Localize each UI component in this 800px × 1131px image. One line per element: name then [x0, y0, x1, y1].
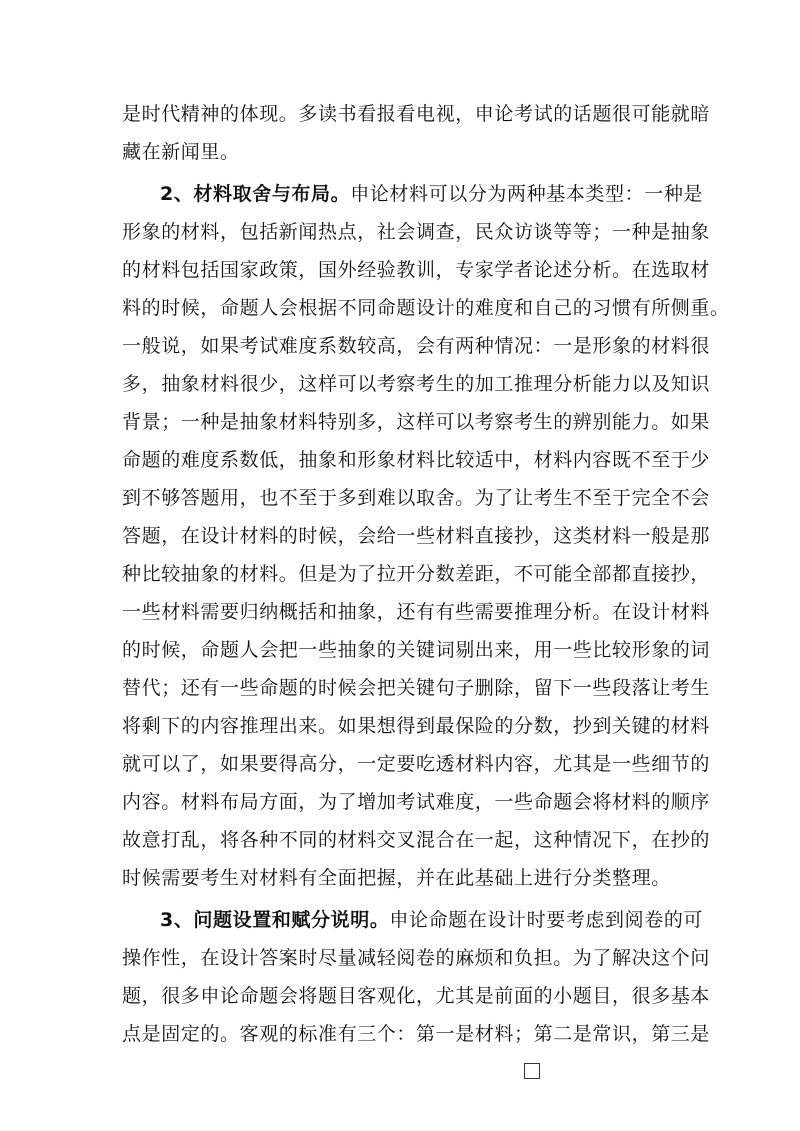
- paragraph-2-line: 多，抽象材料很少，这样可以考察考生的加工推理分析能力以及知识: [122, 373, 711, 395]
- paragraph-3-line: 点是固定的。客观的标准有三个：第一是材料；第二是常识，第三是: [122, 1023, 711, 1045]
- paragraph-2-line: 到不够答题用，也不至于多到难以取舍。为了让考生不至于完全不会: [122, 487, 711, 509]
- paragraph-3-line: 操作性，在设计答案时尽量减轻阅卷的麻烦和负担。为了解决这个问: [122, 947, 711, 969]
- paragraph-3-first-line: [160, 908, 704, 932]
- paragraph-2-first-line: [160, 182, 704, 206]
- paragraph-2-line: 答题，在设计材料的时候，会给一些材料直接抄，这类材料一般是那: [122, 525, 711, 547]
- paragraph-2-heading: 2、材料取舍与布局。: [160, 183, 351, 205]
- paragraph-2-line: 形象的材料，包括新闻热点，社会调查，民众访谈等等；一种是抽象: [122, 221, 711, 243]
- paragraph-3-line: 题，很多申论命题会将题目客观化，尤其是前面的小题目，很多基本: [122, 985, 711, 1007]
- paragraph-2-line: 的时候，命题人会把一些抽象的关键词剔出来，用一些比较形象的词: [122, 639, 711, 661]
- paragraph-2-line: 种比较抽象的材料。但是为了拉开分数差距，不可能全部都直接抄，: [122, 563, 711, 585]
- paragraph-2-line: 替代；还有一些命题的时候会把关键句子删除，留下一些段落让考生: [122, 677, 711, 699]
- paragraph-2-first-line-text: 申论材料可以分为两种基本类型：一种是: [350, 183, 704, 205]
- paragraph-2-line: 命题的难度系数低，抽象和形象材料比较适中，材料内容既不至于少: [122, 449, 711, 471]
- paragraph-1-line-1: 是时代精神的体现。多读书看报看电视，申论考试的话题很可能就暗: [122, 103, 711, 125]
- paragraph-2-line: 料的时候，命题人会根据不同命题设计的难度和自己的习惯有所侧重。: [122, 297, 730, 319]
- paragraph-2-line: 内容。材料布局方面，为了增加考试难度，一些命题会将材料的顺序: [122, 791, 711, 813]
- paragraph-2-line: 一些材料需要归纳概括和抽象，还有有些需要推理分析。在设计材料: [122, 601, 711, 623]
- paragraph-3-first-line-text: 申论命题在设计时要考虑到阅卷的可: [389, 909, 704, 931]
- paragraph-2-line: 就可以了，如果要得高分，一定要吃透材料内容，尤其是一些细节的: [122, 753, 711, 775]
- paragraph-2-line: 故意打乱，将各种不同的材料交叉混合在一起，这种情况下，在抄的: [122, 829, 711, 851]
- paragraph-2-line: 一般说，如果考试难度系数较高，会有两种情况：一是形象的材料很: [122, 335, 711, 357]
- paragraph-2-line: 将剩下的内容推理出来。如果想得到最保险的分数，抄到关键的材料: [122, 715, 711, 737]
- paragraph-3-heading: 3、问题设置和赋分说明。: [160, 909, 390, 931]
- paragraph-2-line: 时候需要考生对材料有全面把握，并在此基础上进行分类整理。: [122, 867, 671, 889]
- paragraph-2-line: 背景；一种是抽象材料特别多，这样可以考察考生的辨别能力。如果: [122, 411, 711, 433]
- paragraph-2-line: 的材料包括国家政策，国外经验教训，专家学者论述分析。在选取材: [122, 259, 711, 281]
- paragraph-1-line-2: 藏在新闻里。: [122, 141, 240, 163]
- page-number-box: [524, 1063, 540, 1079]
